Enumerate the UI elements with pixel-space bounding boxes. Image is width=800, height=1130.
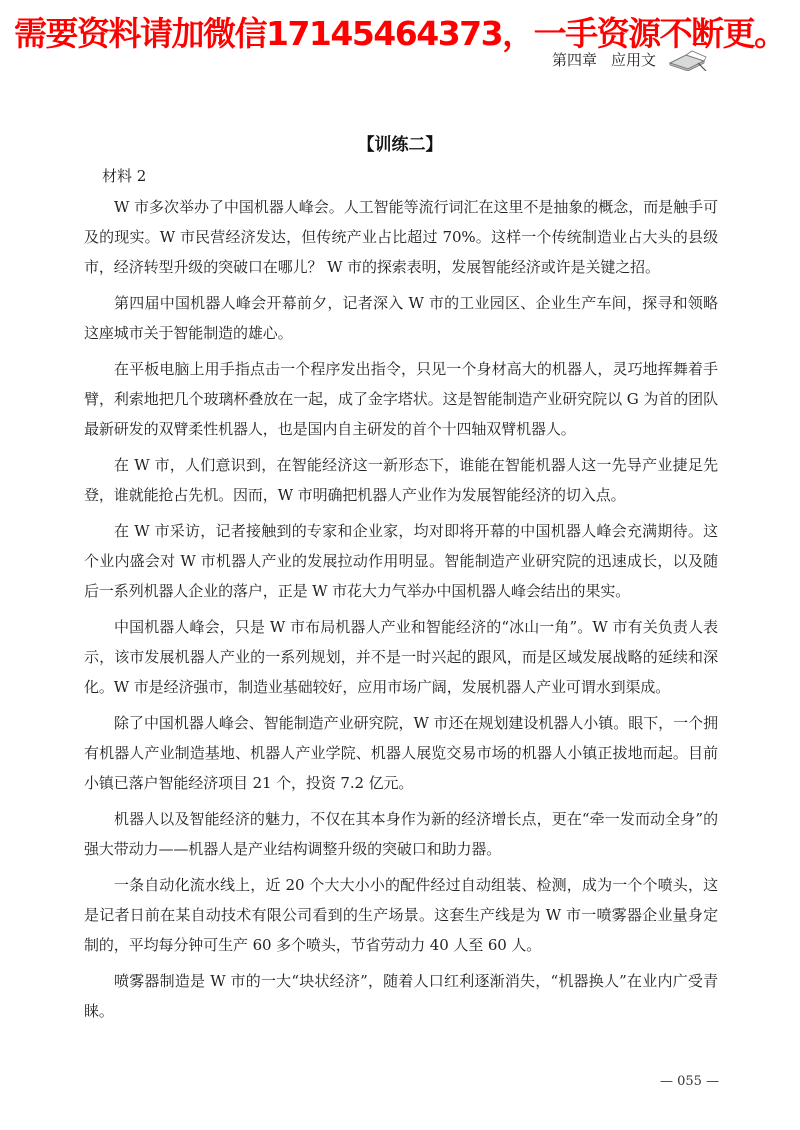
paragraph: 除了中国机器人峰会、智能制造产业研究院，W 市还在规划建设机器人小镇。眼下，一个拥有机器人产业制造基地、机器人产业学院、机器人展览交易市场的机器人小镇正拔地而起。目前小镇已落户智能经济项目 21 个，投资 7.2 亿元。 bbox=[84, 714, 718, 792]
watermark-banner: 需要资料请加微信17145464373，一手资源不断更。 bbox=[14, 14, 786, 53]
chapter-header bbox=[552, 49, 656, 70]
paragraph: 喷雾器制造是 W 市的一大“块状经济”，随着人口红利逐渐消失，“机器换人”在业内广受青睐。 bbox=[84, 972, 718, 1020]
section-title: 【训练二】 bbox=[357, 135, 443, 155]
paragraph: 第四届中国机器人峰会开幕前夕，记者深入 W 市的工业园区、企业生产车间，探寻和领略这座城市关于智能制造的雄心。 bbox=[84, 294, 718, 342]
section-label: 应用文 bbox=[611, 51, 657, 69]
book-icon bbox=[668, 49, 708, 71]
article-body bbox=[84, 192, 718, 1032]
paragraph: 一条自动化流水线上，近 20 个大大小小的配件经过自动组装、检测，成为一个个喷头，这是记者日前在某自动技术有限公司看到的生产场景。这套生产线是为 W 市一喷雾器企业量身定制的，平均每分钟可生产 60 多个喷头，节省劳动力 40 人至 60 人。 bbox=[84, 876, 718, 954]
paragraph: 中国机器人峰会，只是 W 市布局机器人产业和智能经济的“冰山一角”。W 市有关负责人表示，该市发展机器人产业的一系列规划，并不是一时兴起的跟风，而是区域发展战略的延续和深化。W 市是经济强市，制造业基础较好，应用市场广阔，发展机器人产业可谓水到渠成。 bbox=[84, 618, 718, 696]
paragraph: W 市多次举办了中国机器人峰会。人工智能等流行词汇在这里不是抽象的概念，而是触手可及的现实。W 市民营经济发达，但传统产业占比超过 70%。这样一个传统制造业占大头的县级市，经济转型升级的突破口在哪儿？ W 市的探索表明，发展智能经济或许是关键之招。 bbox=[84, 198, 718, 276]
paragraph: 在 W 市采访，记者接触到的专家和企业家，均对即将开幕的中国机器人峰会充满期待。这个业内盛会对 W 市机器人产业的发展拉动作用明显。智能制造产业研究院的迅速成长，以及随后一系列机器人企业的落户，正是 W 市花大力气举办中国机器人峰会结出的果实。 bbox=[84, 522, 718, 600]
page-number: — 055 — bbox=[660, 1074, 720, 1089]
paragraph: 在平板电脑上用手指点击一个程序发出指令，只见一个身材高大的机器人，灵巧地挥舞着手臂，利索地把几个玻璃杯叠放在一起，成了金字塔状。这是智能制造产业研究院以 G 为首的团队最新研发的双臂柔性机器人，也是国内自主研发的首个十四轴双臂机器人。 bbox=[84, 360, 718, 438]
material-label: 材料 2 bbox=[102, 167, 147, 185]
paragraph: 机器人以及智能经济的魅力，不仅在其本身作为新的经济增长点，更在“牵一发而动全身”的强大带动力——机器人是产业结构调整升级的突破口和助力器。 bbox=[84, 810, 718, 858]
chapter-label: 第四章 bbox=[552, 51, 598, 69]
paragraph: 在 W 市，人们意识到，在智能经济这一新形态下，谁能在智能机器人这一先导产业捷足先登，谁就能抢占先机。因而，W 市明确把机器人产业作为发展智能经济的切入点。 bbox=[84, 456, 718, 504]
